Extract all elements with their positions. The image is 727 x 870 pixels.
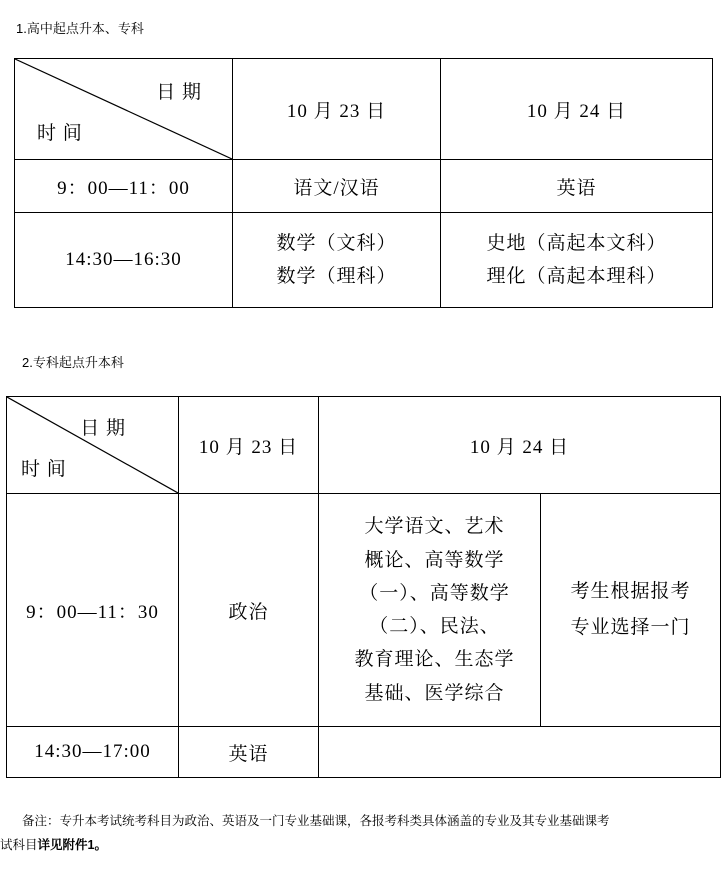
corner-header-cell-2 <box>7 397 179 494</box>
table-header-row <box>7 397 721 494</box>
table-header-row <box>15 59 713 160</box>
footnote-line-1: 备注：专升本考试统考科目为政治、英语及一门专业基础课，各报考科类具体涵盖的专业及其专业基础课考 <box>22 814 610 828</box>
footnote-plain-text: 试科目 <box>0 837 38 852</box>
table-row <box>15 213 713 308</box>
subject-day1-afternoon-t2: 英语 <box>179 727 319 778</box>
subject-day1-afternoon-t1 <box>233 213 441 308</box>
corner-date-label-1: 日 期 <box>156 82 202 103</box>
subject-options-list-t2 <box>319 494 541 727</box>
table-row <box>7 494 721 727</box>
exam-schedule-table-1 <box>14 58 713 308</box>
footnote <box>0 810 727 858</box>
time-slot-afternoon-t1: 14:30—16:30 <box>15 213 233 308</box>
section-1-title: 1.高中起点升本、专科 <box>16 21 144 36</box>
corner-date-label-2: 日 期 <box>80 418 126 439</box>
subject-day2-afternoon-t1 <box>441 213 713 308</box>
footnote-bold-text: 详见附件1。 <box>37 837 107 852</box>
column-header-day1-t1: 10 月 23 日 <box>233 59 441 160</box>
corner-time-label-2: 时 间 <box>21 459 67 480</box>
column-header-day1-t2: 10 月 23 日 <box>179 397 319 494</box>
table-row <box>15 160 713 213</box>
note-line: 专业选择一门 <box>570 617 691 638</box>
subject-day1-morning-t2: 政治 <box>179 494 319 727</box>
time-slot-morning-t1: 9：00—11：00 <box>15 160 233 213</box>
empty-cell-afternoon-t2 <box>319 727 721 778</box>
subject-line: （二）、民法、 <box>369 616 500 637</box>
table-row <box>7 727 721 778</box>
subject-line: 数学（理科） <box>276 266 397 287</box>
subject-line: 基础、医学综合 <box>364 682 505 704</box>
subject-day1-morning-t1: 语文/汉语 <box>233 160 441 213</box>
note-line: 考生根据报考 <box>570 580 691 602</box>
subject-line: 史地（高起本文科） <box>486 232 667 254</box>
subject-line: 概论、高等数学 <box>364 549 505 571</box>
subject-line: 教育理论、生态学 <box>354 649 515 671</box>
subject-line: （一）、高等数学 <box>359 582 510 604</box>
column-header-day2-t1: 10 月 24 日 <box>441 59 713 160</box>
column-header-day2-t2: 10 月 24 日 <box>319 397 721 494</box>
exam-schedule-table-2 <box>6 396 721 778</box>
subject-line: 大学语文、艺术 <box>364 516 505 538</box>
subject-line: 理化（高起本理科） <box>486 266 667 287</box>
corner-header-cell-1 <box>15 59 233 160</box>
footnote-line-2 <box>0 834 727 858</box>
section-2-title: 2.专科起点升本科 <box>22 355 124 370</box>
time-slot-morning-t2: 9：00—11：30 <box>7 494 179 727</box>
corner-time-label-1: 时 间 <box>37 123 83 144</box>
selection-note-t2 <box>541 494 721 727</box>
subject-day2-morning-t1: 英语 <box>441 160 713 213</box>
time-slot-afternoon-t2: 14:30—17:00 <box>7 727 179 778</box>
subject-line: 数学（文科） <box>276 232 397 254</box>
